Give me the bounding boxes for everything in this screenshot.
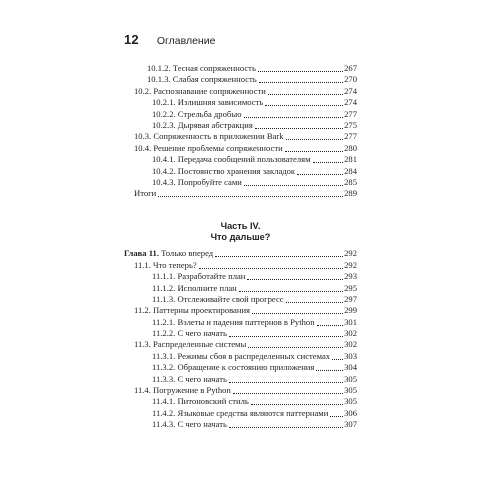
toc-entry <box>152 317 357 328</box>
dot-leader <box>215 256 343 257</box>
toc-entry-label: 11.3.1. Режимы сбоя в распределенных системах <box>152 350 331 361</box>
toc-entry-page: 292 <box>344 248 357 258</box>
toc-entry-label: 11.4.1. Питоновский стиль <box>152 396 249 407</box>
toc-entry-label: 11.2.2. С чего начать <box>152 328 227 339</box>
toc-entry-label: 10.4.3. Попробуйте сами <box>152 177 242 187</box>
toc-entry <box>152 328 357 339</box>
toc-entry-label: 11.4.2. Языковые средства являются паттернами <box>152 407 329 418</box>
dot-leader <box>316 370 343 371</box>
dot-leader <box>158 196 343 197</box>
dot-leader <box>332 359 343 360</box>
toc-entry-page: 295 <box>344 282 357 293</box>
dot-leader <box>255 128 343 129</box>
toc-entry-page: 275 <box>344 120 357 130</box>
part-name: Что дальше? <box>210 232 271 242</box>
dot-leader <box>251 404 343 405</box>
toc-entry-page: 274 <box>344 97 357 108</box>
toc-entry <box>152 374 357 385</box>
toc-entry-label: 11.1. Что теперь? <box>134 260 197 270</box>
dot-leader <box>317 325 344 326</box>
toc-entry-label: 10.1.3. Слабая сопряженность <box>147 74 257 85</box>
toc-entry-page: 297 <box>344 294 357 305</box>
toc-entry <box>134 260 357 271</box>
toc-chapter-entry <box>124 248 357 259</box>
dot-leader <box>229 427 343 428</box>
toc-entry <box>134 305 357 316</box>
toc-entry-page: 302 <box>344 328 357 339</box>
toc-entry-page: 301 <box>344 316 357 327</box>
toc-entry-page: 267 <box>344 63 357 73</box>
toc-entry-page: 277 <box>344 108 357 119</box>
toc-entry-label: 11.4. Погружение в Python <box>134 384 231 395</box>
dot-leader <box>244 185 343 186</box>
toc-entry <box>134 339 357 350</box>
toc-entry <box>152 154 357 165</box>
page-number: 12 <box>124 32 139 47</box>
dot-leader <box>265 105 343 106</box>
toc-entry <box>152 362 357 373</box>
toc-entry-label: 11.2.1. Взлеты и падения паттернов в Python <box>152 316 315 327</box>
toc-entry-label: 10.4.1. Передача сообщений пользователям <box>152 154 311 165</box>
dot-leader <box>252 313 343 314</box>
toc-entry <box>134 188 357 199</box>
toc-entry-page: 305 <box>344 373 357 384</box>
toc-entry-label: 10.2.2. Стрельба дробью <box>152 108 242 119</box>
toc-entry-page: 303 <box>344 350 357 361</box>
toc-entry <box>152 419 357 430</box>
toc-entry-label: 10.4.2. Постоянство хранения закладок <box>152 165 296 176</box>
toc-entry-label: 10.2.1. Излишняя зависимость <box>152 97 264 108</box>
toc-entry <box>134 385 357 396</box>
toc-entry <box>134 86 357 97</box>
running-head <box>124 32 215 47</box>
dot-leader <box>248 347 343 348</box>
dot-leader <box>259 82 343 83</box>
toc-entry <box>152 97 357 108</box>
toc-entry <box>152 396 357 407</box>
toc-entry-label: 10.1.2. Тесная сопряженность <box>147 63 256 73</box>
toc-entry <box>152 177 357 188</box>
toc-entry-page: 285 <box>344 177 357 187</box>
toc-entry-label: 11.2. Паттерны проектирования <box>134 305 250 316</box>
dot-leader <box>233 393 343 394</box>
toc-entry-page: 270 <box>344 74 357 85</box>
dot-leader <box>247 279 343 280</box>
part-title <box>124 221 357 243</box>
dot-leader <box>244 117 344 118</box>
dot-leader <box>229 336 343 337</box>
toc-entry-page: 289 <box>344 188 357 199</box>
toc-entry-page: 307 <box>344 418 357 429</box>
toc-entry-page: 284 <box>344 165 357 176</box>
toc-entry-label: 11.1.2. Исполните план <box>152 282 237 293</box>
chapter-title: Только вперед <box>158 248 214 258</box>
toc-entry <box>152 408 357 419</box>
dot-leader <box>239 291 343 292</box>
toc-entry <box>152 294 357 305</box>
dot-leader <box>229 382 343 383</box>
dot-leader <box>297 174 343 175</box>
toc-entry-page: 274 <box>344 85 357 96</box>
toc-entry <box>152 283 357 294</box>
toc-entry <box>134 143 357 154</box>
toc-entry-page: 304 <box>344 362 357 373</box>
toc-entry-page: 305 <box>344 396 357 407</box>
part-number: Часть IV. <box>220 221 261 231</box>
toc-entry <box>147 74 357 85</box>
toc-entry-label: 10.3. Сопряженность в приложении Bark <box>134 131 284 142</box>
toc-entry-label: 11.3.3. С чего начать <box>152 373 227 384</box>
toc-entry-label: 10.2.3. Дырявая абстракция <box>152 120 253 130</box>
toc-entry-page: 302 <box>344 339 357 350</box>
toc-entry-page: 306 <box>344 407 357 418</box>
dot-leader <box>285 151 343 152</box>
toc-entry-page: 293 <box>344 271 357 282</box>
toc-entry-label: 10.2. Распознавание сопряженности <box>134 85 266 96</box>
dot-leader <box>199 268 343 269</box>
dot-leader <box>313 162 344 163</box>
toc-entry-label: 11.1.1. Разработайте план <box>152 271 246 282</box>
toc-entry-page: 305 <box>344 384 357 395</box>
chapter-number: Глава 11. <box>124 248 159 258</box>
toc-entry <box>152 166 357 177</box>
dot-leader <box>286 139 344 140</box>
toc-entry-page: 277 <box>344 131 357 142</box>
toc-entry-page: 292 <box>344 260 357 270</box>
toc-entry <box>152 271 357 282</box>
toc-entry-label: Итоги <box>134 188 157 199</box>
toc-entry-page: 299 <box>344 305 357 316</box>
toc-entry-label: 11.3. Распределенные системы <box>134 339 247 350</box>
toc-entry-label: 11.1.3. Отслеживайте свой прогресс <box>152 294 284 305</box>
toc-entry-label <box>124 248 213 259</box>
toc-entry-label: 10.4. Решение проблемы сопряженности <box>134 142 283 153</box>
dot-leader <box>258 71 343 72</box>
toc-entry <box>147 63 357 74</box>
toc-entry <box>134 131 357 142</box>
toc-entry-page: 281 <box>344 154 357 165</box>
toc-entry-page: 280 <box>344 142 357 153</box>
toc-entry-label: 11.3.2. Обращение к состоянию приложения <box>152 362 315 373</box>
toc-entry <box>152 109 357 120</box>
running-title: Оглавление <box>156 35 216 47</box>
toc-entry <box>152 351 357 362</box>
dot-leader <box>268 94 343 95</box>
toc-entry-label: 11.4.3. С чего начать <box>152 418 227 429</box>
toc-entry <box>152 120 357 131</box>
dot-leader <box>286 302 344 303</box>
dot-leader <box>330 416 343 417</box>
